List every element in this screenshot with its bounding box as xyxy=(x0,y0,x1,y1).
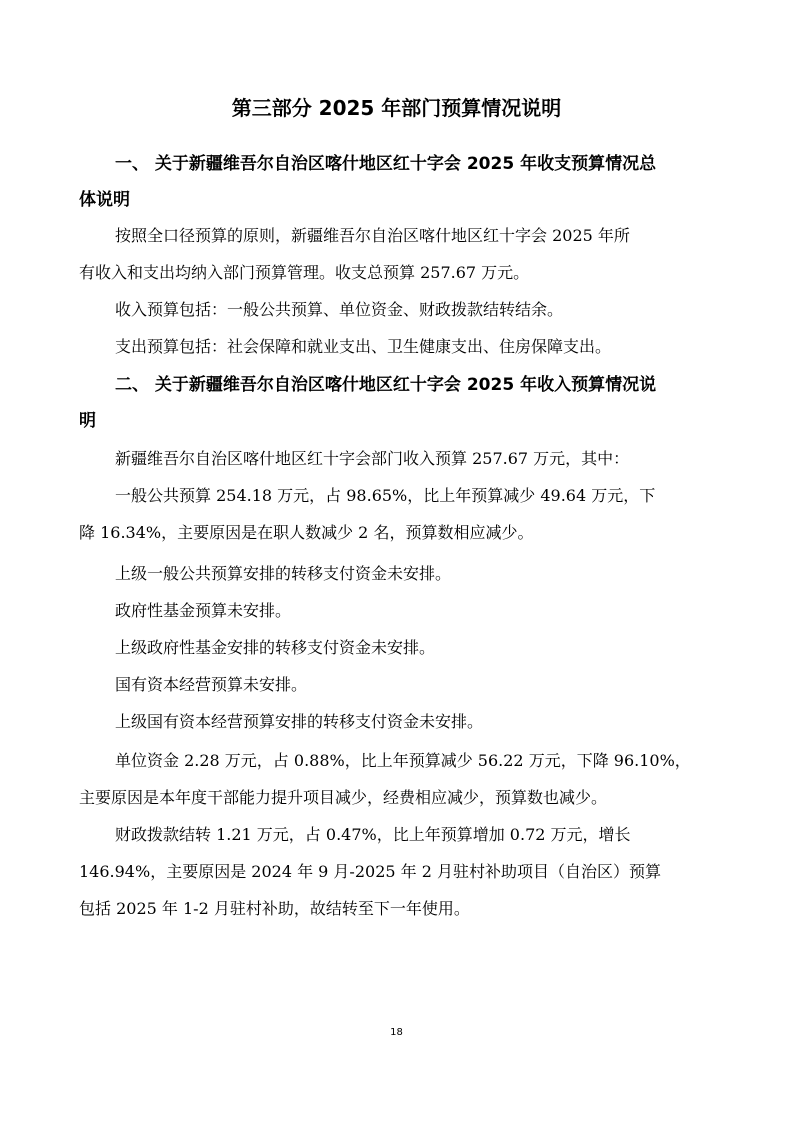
section-2-paragraph-5 xyxy=(79,629,715,666)
page-title: 第三部分 2025 年部门预算情况说明 xyxy=(231,96,562,120)
section-2-paragraph-2 xyxy=(79,477,715,551)
section-2-paragraph-6 xyxy=(79,666,715,703)
section-2-paragraph-4 xyxy=(79,592,715,629)
section-2-heading-line-2: 明 xyxy=(79,411,96,431)
section-1-heading-line-2: 体说明 xyxy=(79,190,130,210)
paragraph-line: 收入预算包括：一般公共预算、单位资金、财政拨款结转结余。 xyxy=(115,300,564,319)
section-1-paragraph-1 xyxy=(79,217,715,291)
paragraph-line: 上级国有资本经营预算安排的转移支付资金未安排。 xyxy=(115,712,484,731)
paragraph-line: 国有资本经营预算未安排。 xyxy=(115,675,308,694)
paragraph-line: 一般公共预算 254.18 万元，占 98.65%，比上年预算减少 49.64 万元，下 xyxy=(115,486,656,505)
paragraph-line: 上级政府性基金安排的转移支付资金未安排。 xyxy=(115,638,436,657)
section-1-heading-line-1: 一、 关于新疆维吾尔自治区喀什地区红十字会 2025 年收支预算情况总 xyxy=(115,154,657,174)
paragraph-line: 按照全口径预算的原则，新疆维吾尔自治区喀什地区红十字会 2025 年所 xyxy=(115,226,630,245)
section-2-heading-line-1: 二、 关于新疆维吾尔自治区喀什地区红十字会 2025 年收入预算情况说 xyxy=(115,375,657,395)
paragraph-line: 支出预算包括：社会保障和就业支出、卫生健康支出、住房保障支出。 xyxy=(115,337,612,356)
section-2-paragraph-1 xyxy=(79,440,715,477)
paragraph-line: 政府性基金预算未安排。 xyxy=(115,601,292,620)
paragraph-line: 有收入和支出均纳入部门预算管理。收支总预算 257.67 万元。 xyxy=(79,263,530,282)
section-2-paragraph-8 xyxy=(79,742,715,816)
section-2-paragraph-7 xyxy=(79,703,715,740)
paragraph-line: 单位资金 2.28 万元，占 0.88%，比上年预算减少 56.22 万元，下降 96.10%， xyxy=(115,751,691,770)
section-2-heading xyxy=(79,367,715,439)
section-1-heading xyxy=(79,146,715,218)
page-number: 18 xyxy=(390,1027,403,1038)
section-1-paragraph-3 xyxy=(79,328,715,365)
paragraph-line: 新疆维吾尔自治区喀什地区红十字会部门收入预算 257.67 万元，其中： xyxy=(115,449,630,468)
section-2-paragraph-3 xyxy=(79,555,715,592)
paragraph-line: 财政拨款结转 1.21 万元，占 0.47%，比上年预算增加 0.72 万元，增长 xyxy=(115,825,631,844)
paragraph-line: 降 16.34%，主要原因是在职人数减少 2 名，预算数相应减少。 xyxy=(79,523,534,542)
section-2-paragraph-9 xyxy=(79,816,715,927)
paragraph-line: 主要原因是本年度干部能力提升项目减少，经费相应减少，预算数也减少。 xyxy=(79,788,608,807)
section-1-paragraph-2 xyxy=(79,291,715,328)
paragraph-line: 上级一般公共预算安排的转移支付资金未安排。 xyxy=(115,564,452,583)
paragraph-line: 146.94%，主要原因是 2024 年 9 月-2025 年 2 月驻村补助项目（自治区）预算 xyxy=(79,862,661,881)
paragraph-line: 包括 2025 年 1-2 月驻村补助，故结转至下一年使用。 xyxy=(79,899,470,918)
